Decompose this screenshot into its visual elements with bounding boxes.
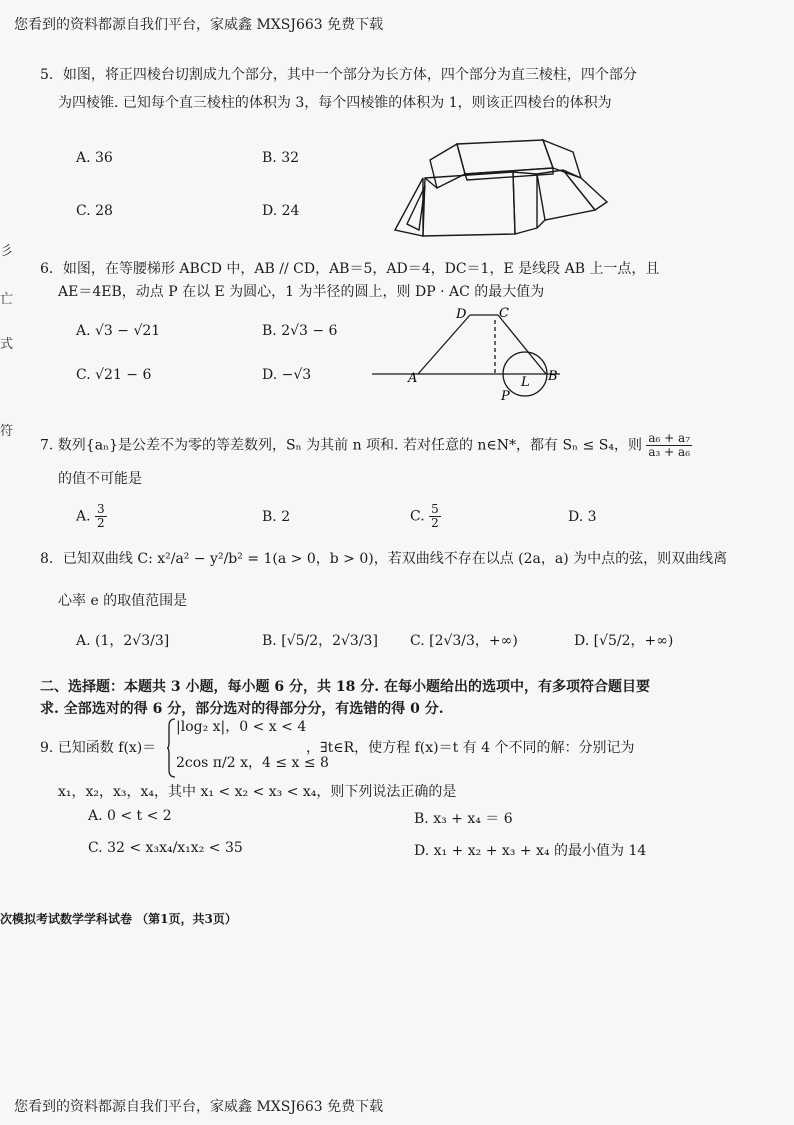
label-a: A — [408, 371, 418, 386]
q9-brace-icon — [166, 718, 176, 778]
q9-option-c: C. 32 < x₃x₄/x₁x₂ < 35 — [88, 840, 243, 856]
q5-line2: 为四棱锥. 已知每个直三棱柱的体积为 3，每个四棱锥的体积为 1，则该正四棱台的体积为 — [58, 95, 612, 111]
q7-line1-text: 7. 数列{aₙ}是公差不为零的等差数列，Sₙ 为其前 n 项和. 若对任意的 n∈N*，都有 Sₙ ≤ S₄，则 — [40, 437, 642, 454]
q9-case1: |log₂ x|，0 < x < 4 — [176, 719, 307, 735]
q8-line1: 8．已知双曲线 C: x²/a² − y²/b² = 1(a > 0，b > 0)，若双曲线不存在以点 (2a，a) 为中点的弦，则双曲线离 — [40, 551, 728, 567]
q7-line2: 的值不可能是 — [58, 471, 142, 487]
q7-fraction-den: a₃ + a₆ — [648, 445, 691, 460]
q9-option-b: B. x₃ + x₄ ＝ 6 — [414, 811, 513, 827]
q6-trapezoid-figure — [370, 302, 570, 407]
q9-prefix: 9. 已知函数 f(x)＝ — [40, 740, 157, 756]
label-b: B — [548, 369, 558, 384]
section2-line1: 二、选择题：本题共 3 小题，每小题 6 分，共 18 分. 在每小题给出的选项中，有多项符合题目要 — [40, 679, 650, 695]
q9-option-a: A. 0 < t < 2 — [88, 808, 172, 824]
q7-option-a-num: 3 — [97, 502, 105, 516]
q7-option-a-label: A. — [76, 508, 91, 525]
q5-option-d: D. 24 — [262, 203, 300, 219]
q7-fraction — [646, 432, 692, 459]
q8-option-c: C. [2√3/3，+∞) — [410, 633, 518, 649]
margin-mark: 彡 — [0, 244, 14, 259]
q8-option-d: D. [√5/2，+∞) — [574, 633, 674, 649]
q7-line1 — [40, 432, 692, 459]
watermark-top: 您看到的资料都源自我们平台，家威鑫 MXSJ663 免费下载 — [14, 17, 384, 33]
q5-line1: 5．如图，将正四棱台切割成九个部分，其中一个部分为长方体，四个部分为直三棱柱，四个部分 — [40, 67, 637, 83]
watermark-bottom: 您看到的资料都源自我们平台，家威鑫 MXSJ663 免费下载 — [14, 1099, 384, 1115]
section2-line2: 求. 全部选对的得 6 分，部分选对的得部分分，有选错的得 0 分. — [40, 701, 444, 717]
q5-option-c: C. 28 — [76, 203, 113, 219]
q7-option-a-den: 2 — [97, 516, 105, 531]
q6-line2: AE＝4EB，动点 P 在以 E 为圆心，1 为半径的圆上，则 DP · AC 的最大值为 — [58, 284, 545, 300]
q5-frustum-figure — [385, 130, 610, 245]
label-c: C — [499, 306, 509, 321]
q6-option-b: B. 2√3 − 6 — [262, 323, 338, 339]
q7-option-c — [410, 503, 441, 530]
q7-option-d: D. 3 — [568, 509, 597, 525]
q7-option-c-den: 2 — [431, 516, 439, 531]
label-d: D — [456, 307, 467, 322]
q7-option-c-label: C. — [410, 508, 425, 525]
q6-option-d: D. −√3 — [262, 367, 312, 383]
q5-option-b: B. 32 — [262, 150, 300, 166]
margin-mark: 亡 — [0, 292, 14, 307]
q9-suffix: ，∃t∈R，使方程 f(x)＝t 有 4 个不同的解：分别记为 — [306, 740, 635, 756]
label-p: P — [501, 389, 510, 404]
q7-option-b: B. 2 — [262, 509, 291, 525]
q5-option-a: A. 36 — [76, 150, 113, 166]
q6-line1: 6．如图，在等腰梯形 ABCD 中，AB // CD，AB＝5，AD＝4，DC＝1，E 是线段 AB 上一点，且 — [40, 261, 660, 277]
page-footer: 次模拟考试数学学科试卷 （第1页，共3页） — [0, 912, 237, 926]
q8-option-a: A. (1，2√3/3] — [76, 633, 170, 649]
q8-option-b: B. [√5/2，2√3/3] — [262, 633, 378, 649]
q9-case2: 2cos π/2 x，4 ≤ x ≤ 8 — [176, 755, 329, 771]
label-e: L — [521, 375, 530, 390]
q9-option-d: D. x₁ + x₂ + x₃ + x₄ 的最小值为 14 — [414, 843, 647, 859]
margin-mark: 式 — [0, 337, 14, 352]
q6-option-c: C. √21 − 6 — [76, 367, 152, 383]
q6-option-a: A. √3 − √21 — [76, 323, 161, 339]
q9-line2: x₁，x₂，x₃，x₄，其中 x₁ < x₂ < x₃ < x₄，则下列说法正确的是 — [58, 784, 457, 800]
q7-option-c-num: 5 — [431, 502, 439, 516]
q7-option-a — [76, 503, 107, 530]
q8-line2: 心率 e 的取值范围是 — [58, 593, 188, 609]
margin-mark: 符 — [0, 424, 14, 439]
q7-fraction-num: a₆ + a₇ — [648, 431, 691, 445]
